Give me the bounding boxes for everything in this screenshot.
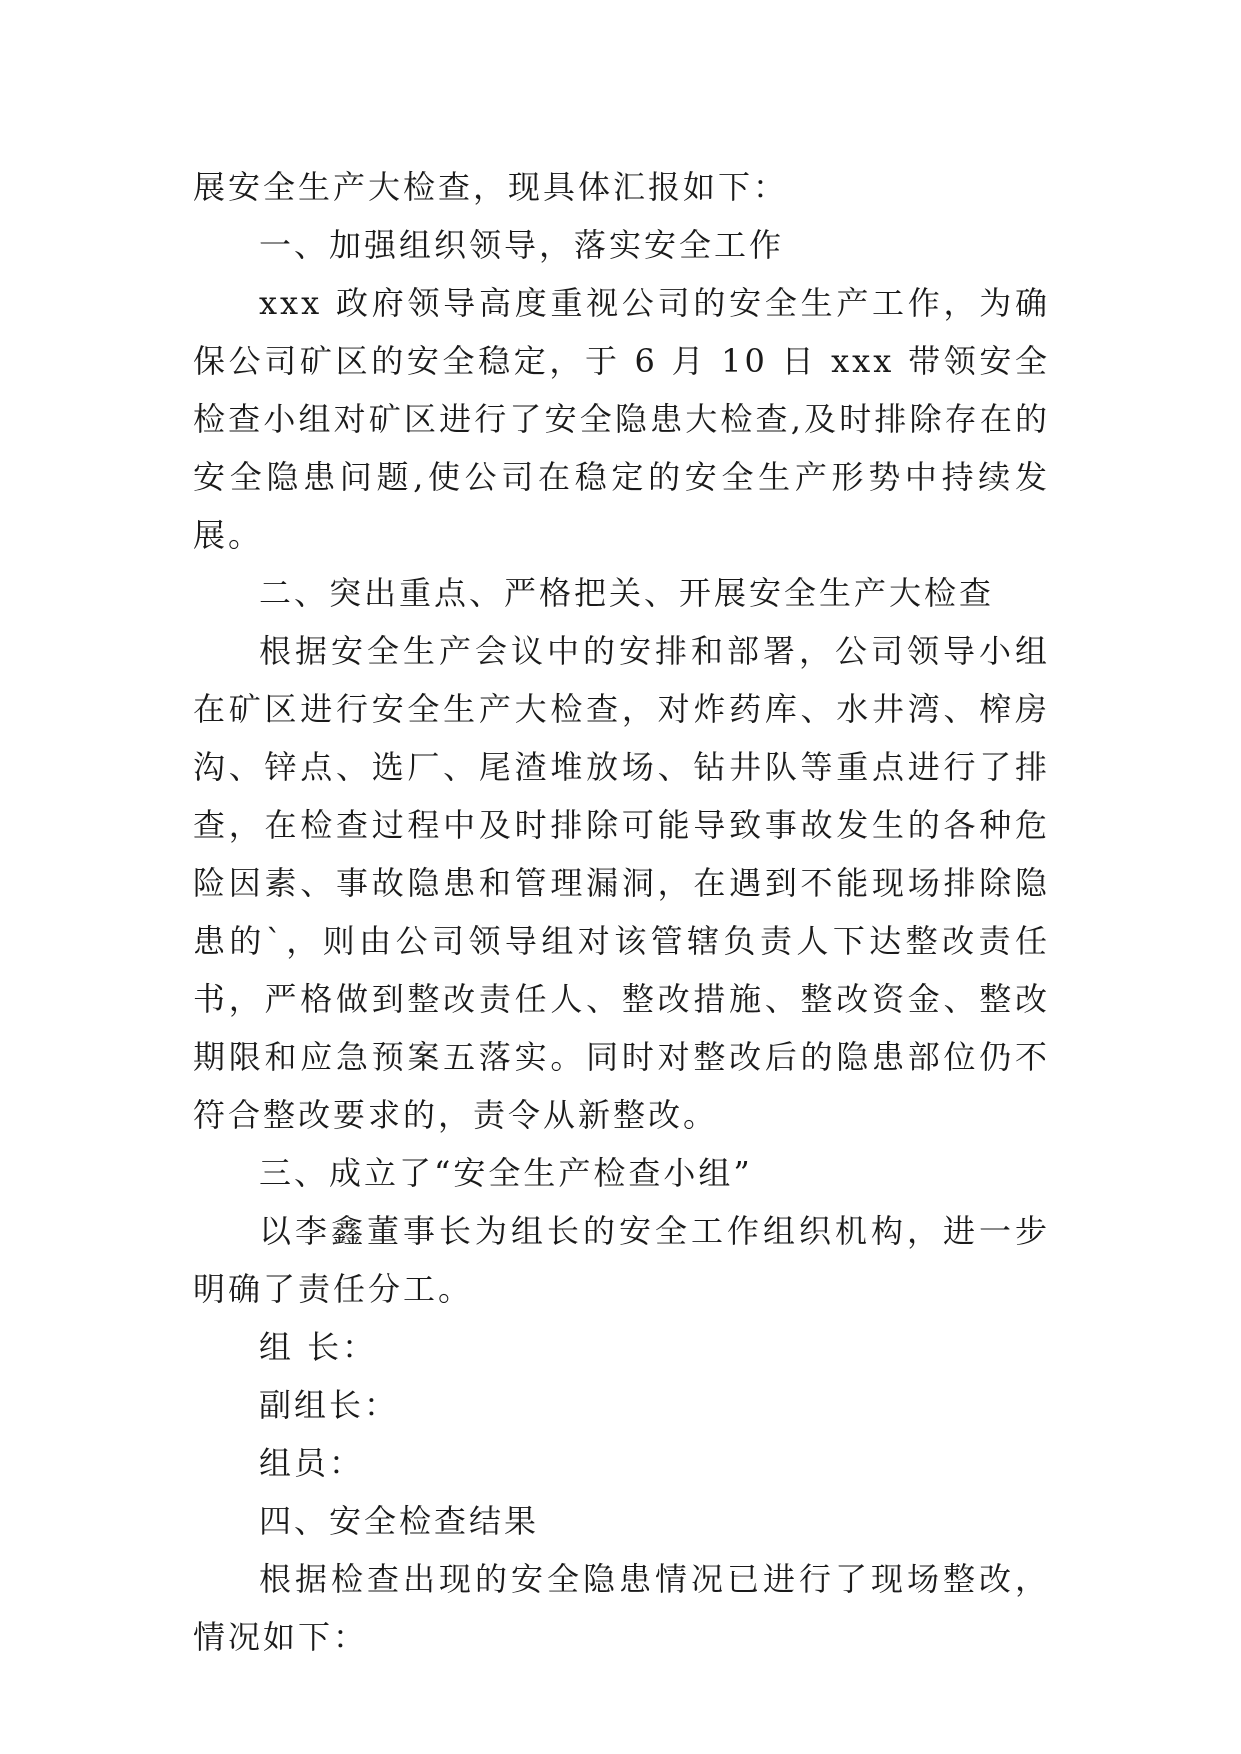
paragraph: 展安全生产大检查，现具体汇报如下： bbox=[193, 168, 789, 206]
document-body bbox=[193, 158, 1050, 1666]
paragraph: 根据安全生产会议中的安排和部署，公司领导小组在矿区进行安全生产大检查，对炸药库、水井湾、榨房沟、锌点、选厂、尾渣堆放场、钻井队等重点进行了排查，在检查过程中及时排除可能导致事故发生的各种危险因素、事故隐患和管理漏洞，在遇到不能现场排除隐患的`，则由公司领导组对该管辖负责人下达整改责任书，严格做到整改责任人、整改措施、整改资金、整改期限和应急预案五落实。同时对整改后的隐患部位仍不符合整改要求的，责令从新整改。 bbox=[193, 632, 1050, 1134]
section-heading-1: 一、加强组织领导，落实安全工作 bbox=[259, 226, 785, 264]
paragraph: xxx 政府领导高度重视公司的安全生产工作，为确保公司矿区的安全稳定，于 6 月 10 日 xxx 带领安全检查小组对矿区进行了安全隐患大检查,及时排除存在的安全隐患问题,使公司在稳定的安全生产形势中持续发展。 bbox=[193, 284, 1050, 554]
section-heading-4: 四、安全检查结果 bbox=[259, 1502, 540, 1540]
list-item-group-leader: 组 长： bbox=[259, 1328, 378, 1366]
paragraph: 以李鑫董事长为组长的安全工作组织机构，进一步明确了责任分工。 bbox=[193, 1212, 1050, 1308]
list-item-deputy-leader: 副组长： bbox=[259, 1386, 400, 1424]
section-heading-2: 二、突出重点、严格把关、开展安全生产大检查 bbox=[259, 574, 995, 612]
section-heading-3: 三、成立了“安全生产检查小组” bbox=[259, 1154, 753, 1192]
paragraph: 根据检查出现的安全隐患情况已进行了现场整改，情况如下： bbox=[193, 1560, 1050, 1656]
list-item-members: 组员： bbox=[259, 1444, 365, 1482]
